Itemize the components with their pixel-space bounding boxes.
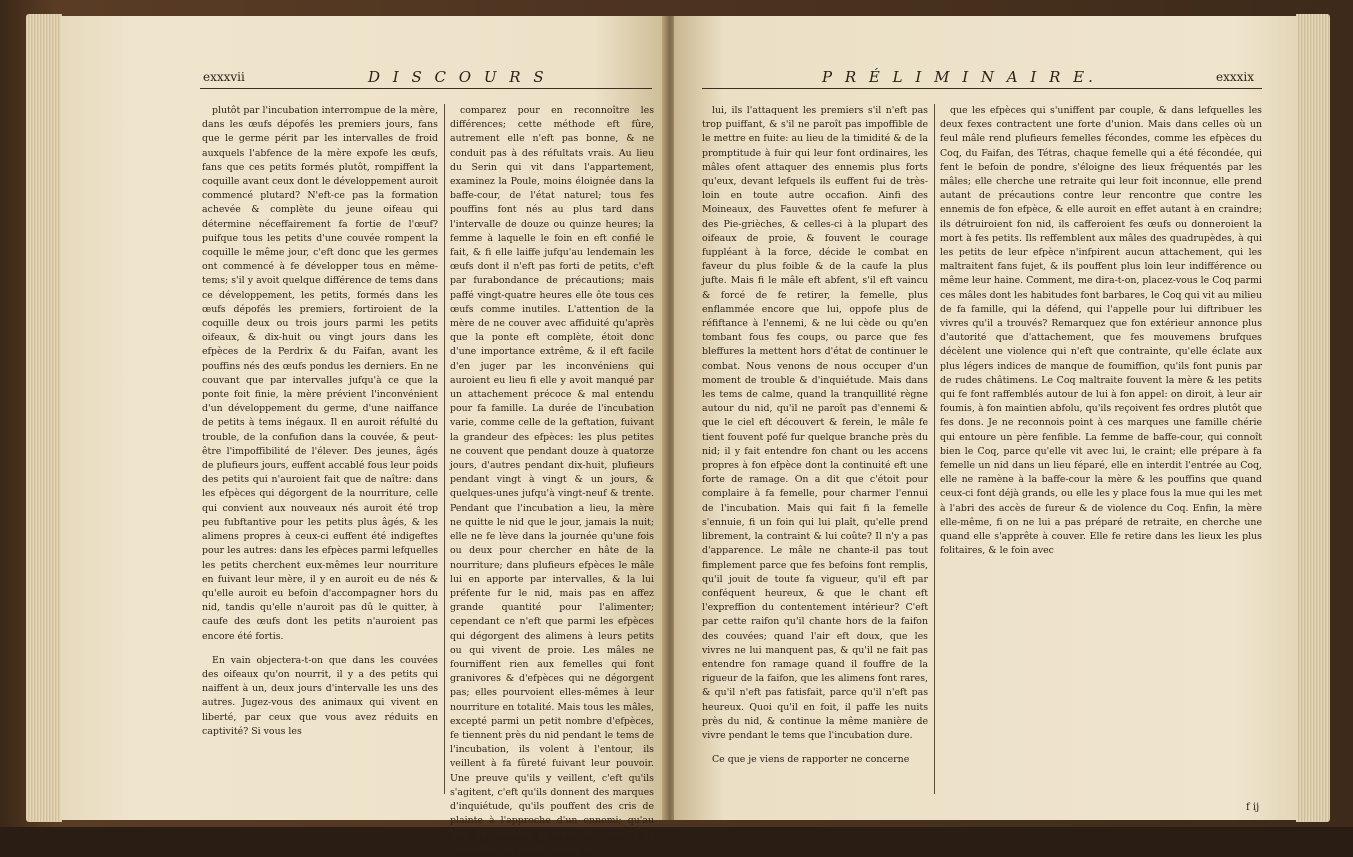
right-column-2 bbox=[940, 104, 1262, 796]
right-col2-paragraph-1: que les efpèces qui s'uniffent par couple, & dans lefquelles les deux fexes contractent une forte d'union. Mais dans celles où un feul mâle rend plufieurs femelles fécondes, comme les efpèces du Coq, du Faifan, des Tétras, chaque femelle qui a été fécondée, qui fent le befoin de pondre, s'éloigne des lieux fréquentés par les mâles; elle cherche une retraite qui leur foit inconnue, elle prend autant de précautions contre leur rencontre que contre les ennemis de fon efpèce, & elle auroit en effet autant à en craindre; ils détruiroient fon nid, ils cafferoient fes œufs ou donneroient la mort à fes petits. Ils reffemblent aux mâles des quadrupèdes, à qui les petits de leur efpèce n'infpirent aucun attachement, qui les maltraitent fans fujet, & ils pouffent plus loin leur indifférence ou même leur haine. Comment, me dira-t-on, placez-vous le Coq parmi ces mâles dont les habitudes font barbares, le Coq qui vit au milieu de fa famille, qui la défend, qui l'appelle pour lui diftribuer les vivres qu'il a trouvés? Remarquez que fon extérieur annonce plus d'autorité que d'attachement, que fes mouvemens brufques décèlent une violence qui n'eft que contrainte, qu'elle éclate aux plus légers indices de manque de foumiffion, qu'ils font punis par de rudes châtimens. Le Coq maltraite fouvent la mère & les petits qui fe font raffemblés autour de lui à fon appel: on diroit, à leur air foumis, à fon maintien abfolu, qu'ils reçoivent fes ordres plutôt que fes dons. Je ne reconnois point à ces marques une famille chérie qui entoure un père fenfible. La femme de baffe-cour, qui connoît bien le Coq, parce qu'elle vit avec lui, le craint; elle prépare à fa femelle un nid dans un lieu féparé, elle en interdit l'entrée au Coq, elle ne ramène à la baffe-cour la mère & les pouffins que quand ceux-ci font déjà grands, ou elle les y place fous la mue qui les met à l'abri des accès de fureur & de violence du Coq. Enfin, la mère elle-même, fi on ne lui a pas préparé de retraite, en cherche une quand elle s'apprête à couver. Elle fe retire dans les lieux les plus folitaires, & le foin avec bbox=[940, 105, 1262, 557]
right-running-title: P R É L I M I N A I R E. bbox=[822, 68, 1097, 86]
right-page-number: exxxix bbox=[1215, 70, 1254, 84]
left-running-title: D I S C O U R S bbox=[368, 68, 548, 86]
right-header-rule bbox=[702, 88, 1262, 89]
right-col1-paragraph-1: lui, ils l'attaquent les premiers s'il n'eft pas trop puiffant, & s'il ne paroît pas impoffible de le mettre en fuite: au lieu de la timidité & de la promptitude à fuir qui leur font ordinaires, les mâles ofent attaquer des ennemis plus forts qu'eux, devant lefquels ils euffent fui de très-loin en toute autre occafion. Ainfi des Moineaux, des Fauvettes ofent fe mefurer à des Pie-grièches, & celles-ci à la plupart des oifeaux de proie, & fouvent le courage fuppléant à la force, décide le combat en faveur du plus foible & de la caufe la plus jufte. Mais fi le mâle eft abfent, s'il eft vaincu & forcé de fe retirer, la femelle, plus enflammée encore que lui, oppofe plus de réfiftance à l'ennemi, & ne lui cède ou qu'en tombant fous fes coups, ou parce que fes bleffures la mettent hors d'état de continuer le combat. Nous venons de nous occuper d'un moment de trouble & d'inquiétude. Mais dans les tems de calme, quand la tranquillité règne autour du nid, qu'il ne paroît pas d'ennemi & que le ciel eft découvert & ferein, le mâle fe tient fouvent pofé fur quelque branche près du nid; il y fait entendre fon chant ou les accens propres à fon efpèce dont la continuité eft une forte de ramage. On a dit que c'étoit pour complaire à fa femelle, pour charmer l'ennui de l'incubation. Mais qui fait fi la femelle s'ennuie, fi un foin qui lui plaît, qu'elle prend librement, la contraint & lui coûte? Il n'y a pas d'apparence. Le mâle ne chante-il pas tout fimplement parce que fes befoins font remplis, qu'il jouit de toute fa vigueur, qu'il eft par conféquent heureux, & que le chant eft l'expreffion du contentement intérieur? C'eft par cette raifon qu'il chante hors de la faifon des couvées; quand l'air eft doux, que les vivres ne lui manquent pas, & qu'il ne fait pas entendre fon ramage quand il fouffre de la rigueur de la faifon, que les alimens font rares, & qu'il n'eft pas fatisfait, parce qu'il n'eft pas heureux. Quoi qu'il en foit, il paffe les nuits près du nid, & continue la même manière de vivre pendant le tems que l'incubation dure. bbox=[702, 105, 928, 741]
left-page bbox=[60, 16, 666, 855]
left-column-2 bbox=[450, 104, 654, 855]
left-col2-paragraph-1: comparez pour en reconnoître les différences; cette méthode eft fûre, autrement elle n'eft pas bonne, & ne conduit pas à des réfultats vrais. Au lieu du Serin qui vit dans l'appartement, examinez la Poule, moins éloignée dans la baffe-cour, de l'état naturel; tous fes pouffins font nés au plus tard dans l'intervalle de douze ou quinze heures; la femme à laquelle le foin en eft confié le fait, & fi elle laiffe jufqu'au lendemain les œufs dont il n'eft pas forti de petits, c'eft par furabondance de précautions; mais paffé vingt-quatre heures elle ôte tous ces œufs comme inutiles. L'attention de la mère de ne couver avec affiduité qu'après que la ponte eft complète, étoit donc d'une importance extrême, & il eft facile d'en juger par les inconvéniens qui auroient eu lieu fi elle y avoit manqué par un attachement précoce & mal entendu pour fa famille. La durée de l'incubation varie, comme celle de la geftation, fuivant la grandeur des efpèces: les plus petites ne couvent que pendant douze à quatorze jours, d'autres pendant dix-huit, plufieurs pendant vingt à vingt & un jours, & quelques-unes jufqu'à vingt-neuf & trente. Pendant que l'incubation a lieu, la mère ne quitte le nid que le jour, jamais la nuit; elle ne fe lève dans la journée qu'une fois ou deux pour chercher en hâte de la nourriture; dans plufieurs efpèces le mâle lui en apporte par intervalles, & la lui préfente fur le nid, mais pas en affez grande quantité pour l'alimenter; cependant ce n'eft que parmi les efpèces qui dégorgent des alimens à leurs petits ou qui vivent de proie. Les mâles ne fourniffent rien aux femelles qui font granivores & d'efpèces qui ne dégorgent pas; elles pourvoient elles-mêmes à leur nourriture en totalité. Mais tous les mâles, excepté parmi un petit nombre d'efpèces, fe tiennent près du nid pendant le tems de l'incubation, ils volent à l'entour, ils veillent à fa fûreté fuivant leur pouvoir. Une preuve qu'ils y veillent, c'eft qu'ils s'agitent, c'eft qu'ils donnent des marques d'inquiétude, qu'ils pouffent des cris de plainte à l'approche d'un ennemi; qu'au lieu de prendre la fuite, ils vont à fa rencontre, ils volent autour de bbox=[450, 105, 654, 855]
left-column-1 bbox=[202, 104, 438, 804]
left-page-number: exxxvii bbox=[203, 70, 245, 84]
signature-mark: f ij bbox=[1246, 802, 1260, 813]
right-page bbox=[674, 16, 1298, 820]
right-page-edges bbox=[1296, 14, 1330, 822]
right-running-head bbox=[822, 68, 1254, 88]
right-column-1 bbox=[702, 104, 928, 804]
right-column-divider bbox=[934, 104, 935, 794]
left-col1-paragraph-2: En vain objectera-t-on que dans les couvées des oifeaux qu'on nourrit, il y a des petits qui naiffent à un, deux jours d'intervalle les uns des autres. Jugez-vous des animaux qui vivent en liberté, par ceux que vous avez réduits en captivité? Si vous les bbox=[202, 654, 438, 737]
left-running-head bbox=[203, 68, 563, 88]
left-page-edges bbox=[26, 14, 62, 822]
left-column-divider bbox=[444, 104, 445, 794]
left-col1-paragraph-1: plutôt par l'incubation interrompue de la mère, dans les œufs dépofés les premiers jours, fans que le germe périt par les intervalles de froid auxquels l'abfence de la mère expofe les œufs, fans que ces petits formés plutôt, rompiffent la coquille avant ceux dont le développement auroit commencé plutard? N'eft-ce pas la formation achevée & complète du jeune oifeau qui détermine néceffairement fa fortie de l'œuf? puifque tous les petits d'une couvée rompent la coquille le même jour, c'eft donc que les germes ont commencé à fe développer tous en même-tems; s'il y avoit quelque différence de tems dans ce développement, les petits, formés dans les œufs dépofés les premiers, fortiroient de la coquille deux ou trois jours parmi les petits oifeaux, & dix-huit ou vingt jours dans les efpèces de la Perdrix & du Faifan, avant les pouffins nés des œufs pondus les derniers. En ne couvant que par intervalles jufqu'à ce que la ponte foit finie, la mère prévient l'inconvénient d'un développement du germe, d'une naiffance de petits à tems inégaux. Il en auroit réfulté du trouble, de la confufion dans la couvée, & peut-être l'impoffibilité de l'élever. Des jeunes, âgés de plufieurs jours, euffent accablé fous leur poids des petits qui n'auroient fait que de naître: dans les efpèces qui dégorgent de la nourriture, celle qui convient aux nouveaux nés auroit été trop peu fubftantive pour les petits plus âgés, & les alimens propres à ceux-ci euffent été indigeftes pour les autres: dans les efpèces parmi lefquelles les petits cherchent eux-mêmes leur nourriture en fuivant leur mère, il y en auroit eu de nés & qu'elle auroit eu befoin d'accompagner hors du nid, tandis qu'elle n'auroit pas dû le quitter, à caufe des œufs dont les petits n'auroient pas encore été fortis. bbox=[202, 105, 438, 642]
left-header-rule bbox=[200, 88, 652, 89]
right-col1-paragraph-2: Ce que je viens de rapporter ne concerne bbox=[712, 754, 910, 766]
